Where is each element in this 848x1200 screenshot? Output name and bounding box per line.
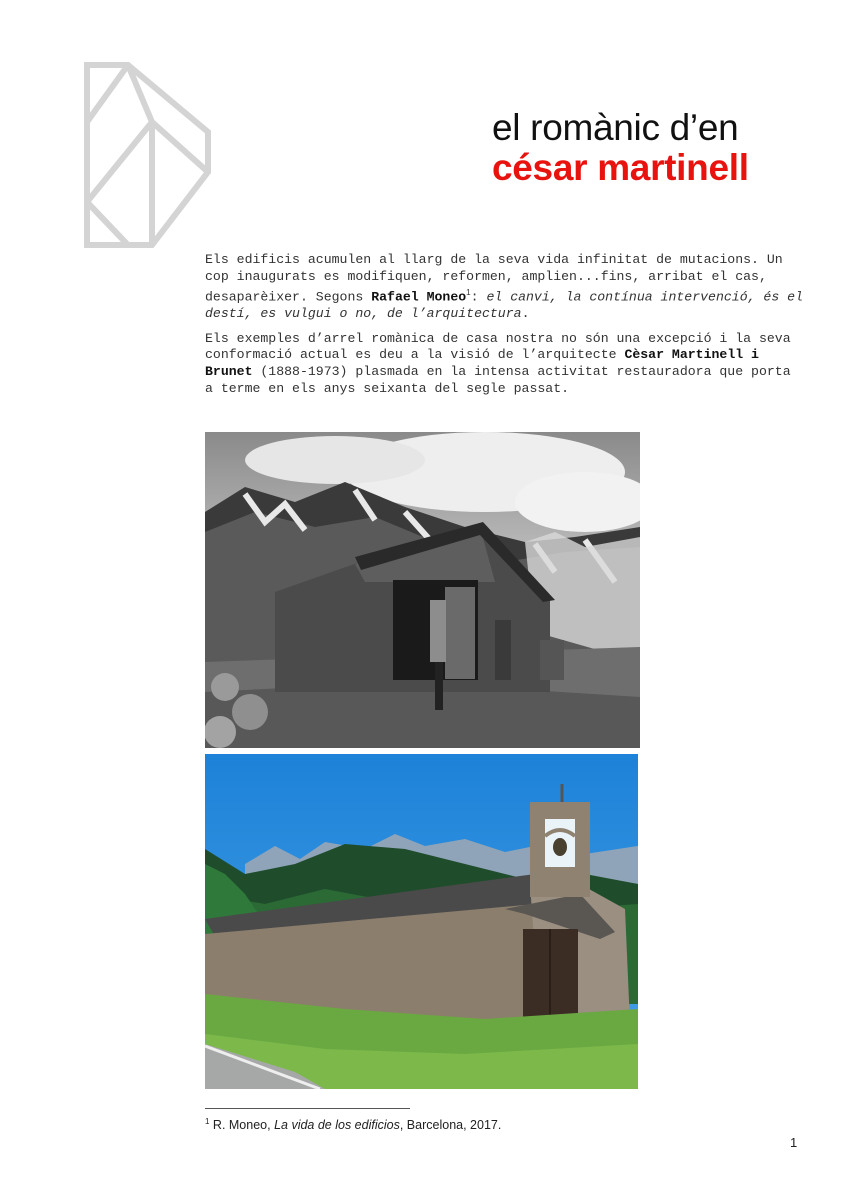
historic-photo xyxy=(205,432,640,748)
logo-mark xyxy=(84,62,212,248)
title-line-2: césar martinell xyxy=(492,147,749,188)
footnote xyxy=(205,1117,501,1132)
p1-text-2: : xyxy=(470,289,487,305)
p2-text-1: Els exemples d’arrel romànica de casa nostra no són una excepció i la seva conformació actual es deu a la visió de l’arquitecte xyxy=(205,330,791,363)
footnote-book-title: La vida de los edificios xyxy=(274,1118,400,1133)
p1-text-3: . xyxy=(521,306,530,322)
paragraph-2 xyxy=(205,331,805,397)
footnote-text-1: R. Moneo, xyxy=(209,1118,275,1133)
p1-italic-quote: el canvi, la contínua intervenció, és el destí, es vulgui o no, de l’arquitectura xyxy=(205,289,804,322)
p1-text-1: Els edificis acumulen al llarg de la seva vida infinitat de mutacions. Un cop inaugurats es modifiquen, reformen, amplien...fins, arribat el cas, desaparèixer. Segons xyxy=(205,252,783,305)
footnote-ref: 1 xyxy=(466,288,471,298)
p2-text-2: (1888-1973) plasmada en la intensa activitat restauradora que porta a terme en els anys seixanta del segle passat. xyxy=(205,363,791,396)
body-text xyxy=(205,252,805,405)
footnote-text-2: , Barcelona, 2017. xyxy=(399,1118,502,1133)
paragraph-1 xyxy=(205,252,805,323)
page-number: 1 xyxy=(790,1135,798,1150)
logo xyxy=(84,62,212,248)
title-line-1: el romànic d’en xyxy=(492,107,739,148)
chapel-photo xyxy=(205,754,638,1089)
p1-bold-name: Rafael Moneo xyxy=(371,289,467,305)
page-title xyxy=(492,108,749,188)
footnote-number: 1 xyxy=(205,1117,210,1126)
p2-bold-name: Cèsar Martinell i Brunet xyxy=(205,347,759,379)
footnote-divider xyxy=(205,1108,410,1109)
